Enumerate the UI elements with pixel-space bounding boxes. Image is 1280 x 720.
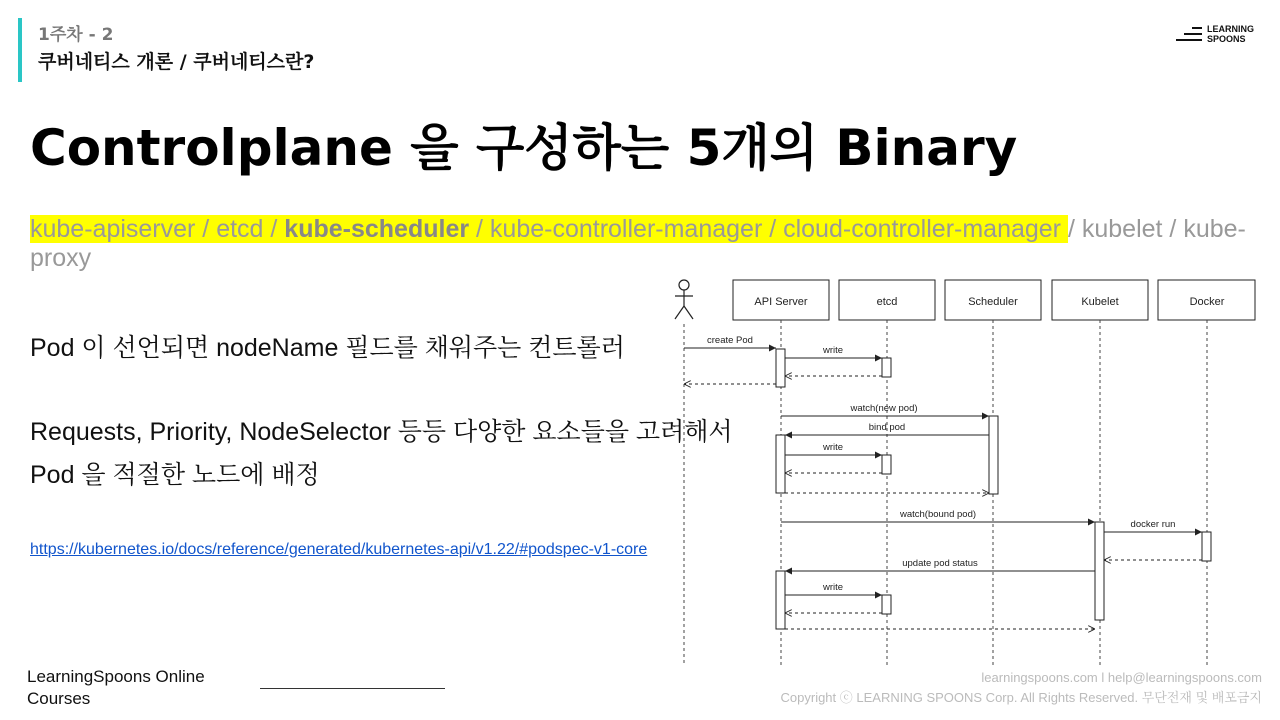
participant-label: Kubelet: [1081, 296, 1119, 308]
participant-label: Scheduler: [968, 296, 1018, 308]
actor-icon: [675, 280, 693, 319]
logo-text: LEARNING SPOONS: [1207, 24, 1254, 44]
component-list-highlighted: kube-apiserver / etcd / kube-scheduler / kube-controller-manager / cloud-controller-manager: [30, 215, 1068, 243]
activation-bar: [882, 595, 891, 614]
component-list: [30, 215, 1250, 273]
message-label: create Pod: [707, 335, 753, 346]
message-label: write: [822, 345, 844, 356]
footer-brand: LearningSpoons Online Courses: [27, 667, 205, 708]
slide-title: Controlplane 을 구성하는 5개의 Binary: [30, 119, 1018, 177]
participant-label: API Server: [754, 296, 808, 308]
message-label: update pod status: [902, 558, 978, 569]
participant-label: etcd: [876, 296, 898, 308]
activation-bar: [1202, 532, 1211, 561]
footer-divider: [260, 688, 445, 689]
message-label: docker run: [1130, 519, 1176, 530]
body-line-1: Pod 이 선언되면 nodeName 필드를 채워주는 컨트롤러: [30, 334, 625, 362]
component-list-rest: / kubelet / kube-proxy: [30, 215, 1246, 272]
section-subtitle: 쿠버네티스 개론 / 쿠버네티스란?: [38, 51, 315, 73]
activation-bar: [776, 571, 785, 629]
activation-bar: [882, 358, 891, 377]
footer-copyright: Copyright ⓒ LEARNING SPOONS Corp. All Rights Reserved. 무단전재 및 배포금지: [780, 690, 1262, 705]
activation-bar: [989, 416, 998, 494]
activation-bar: [776, 435, 785, 493]
activation-bar: [1095, 522, 1104, 620]
footer-contact: learningspoons.com l help@learningspoons.com: [981, 670, 1262, 685]
learningspoons-logo: [1176, 24, 1262, 46]
reference-link[interactable]: https://kubernetes.io/docs/reference/generated/kubernetes-api/v1.22/#podspec-v1-core: [30, 541, 648, 558]
message-label: write: [822, 442, 844, 453]
body-line-3: Pod 을 적절한 노드에 배정: [30, 461, 320, 489]
message-label: watch(new pod): [850, 403, 918, 414]
participant-label: Docker: [1189, 296, 1225, 308]
message-label: watch(bound pod): [899, 509, 977, 520]
component-emphasis: kube-scheduler: [284, 215, 470, 243]
body-line-2: Requests, Priority, NodeSelector 등등 다양한 요소들을 고려해서: [30, 418, 733, 446]
activation-bar: [776, 349, 785, 387]
sequence-diagram: [670, 276, 1260, 668]
message-label: write: [822, 582, 844, 593]
accent-bar: [18, 18, 22, 82]
week-label: 1주차 - 2: [38, 25, 114, 45]
activation-bar: [882, 455, 891, 474]
logo-lines-icon: [1176, 27, 1202, 43]
message-label: bind pod: [868, 422, 906, 433]
